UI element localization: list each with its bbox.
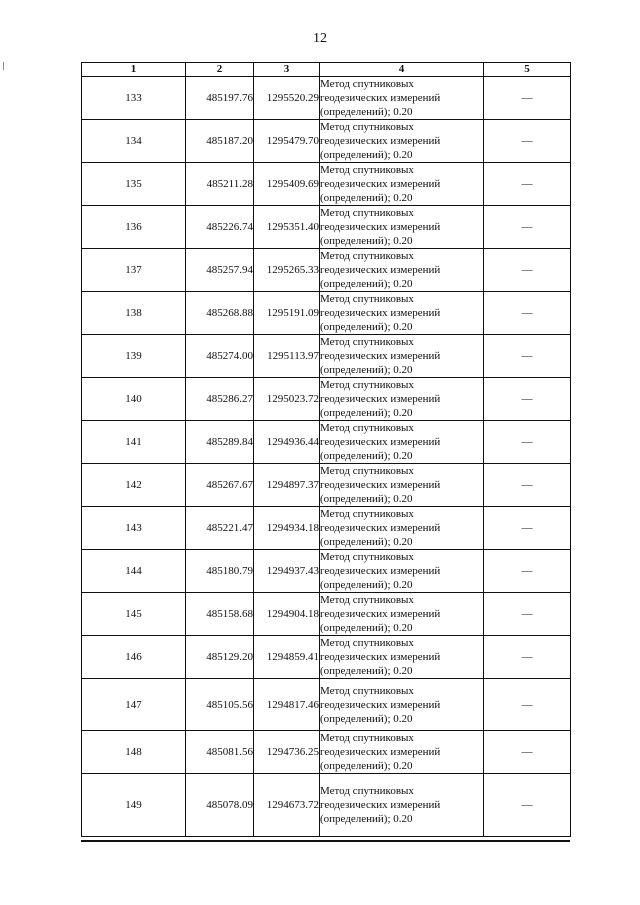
method-line: геодезических измерений — [320, 608, 441, 620]
x-coordinate-cell: 485211.28 — [186, 163, 254, 206]
method-line: геодезических измерений — [320, 746, 441, 758]
method-cell — [320, 206, 484, 249]
column-header-2: 2 — [186, 63, 254, 77]
point-number-cell: 144 — [82, 550, 186, 593]
x-coordinate-cell: 485267.67 — [186, 464, 254, 507]
point-number-cell: 147 — [82, 679, 186, 731]
method-line: Метод спутниковых — [320, 78, 414, 90]
method-cell — [320, 292, 484, 335]
y-coordinate-cell: 1295113.97 — [254, 335, 320, 378]
method-line: (определений); 0.20 — [320, 149, 413, 161]
description-cell: — — [484, 77, 571, 120]
method-line: (определений); 0.20 — [320, 106, 413, 118]
method-line: Метод спутниковых — [320, 785, 414, 797]
method-line: Метод спутниковых — [320, 508, 414, 520]
y-coordinate-cell: 1295191.09 — [254, 292, 320, 335]
method-line: Метод спутниковых — [320, 465, 414, 477]
method-line: геодезических измерений — [320, 221, 441, 233]
y-coordinate-cell: 1294859.41 — [254, 636, 320, 679]
method-line: Метод спутниковых — [320, 336, 414, 348]
table-row — [82, 163, 571, 206]
point-number-cell: 133 — [82, 77, 186, 120]
method-line: геодезических измерений — [320, 307, 441, 319]
x-coordinate-cell: 485197.76 — [186, 77, 254, 120]
point-number-cell: 138 — [82, 292, 186, 335]
y-coordinate-cell: 1295351.40 — [254, 206, 320, 249]
table-row — [82, 335, 571, 378]
method-line: Метод спутниковых — [320, 207, 414, 219]
table-row — [82, 77, 571, 120]
method-line: геодезических измерений — [320, 698, 441, 711]
table-row — [82, 249, 571, 292]
method-line: Метод спутниковых — [320, 250, 414, 262]
method-cell — [320, 593, 484, 636]
method-cell — [320, 464, 484, 507]
point-number-cell: 145 — [82, 593, 186, 636]
method-line: геодезических измерений — [320, 135, 441, 147]
x-coordinate-cell: 485158.68 — [186, 593, 254, 636]
method-line: геодезических измерений — [320, 651, 441, 663]
point-number-cell: 139 — [82, 335, 186, 378]
table-bottom-rule — [81, 840, 570, 842]
method-line: Метод спутниковых — [320, 164, 414, 176]
method-line: (определений); 0.20 — [320, 321, 413, 333]
method-line: геодезических измерений — [320, 264, 441, 276]
margin-mark — [3, 62, 4, 70]
method-line: Метод спутниковых — [320, 551, 414, 563]
description-cell: — — [484, 206, 571, 249]
method-line: геодезических измерений — [320, 178, 441, 190]
description-cell: — — [484, 636, 571, 679]
description-cell: — — [484, 593, 571, 636]
table-row — [82, 507, 571, 550]
point-number-cell: 140 — [82, 378, 186, 421]
description-cell: — — [484, 731, 571, 774]
table-row — [82, 378, 571, 421]
table-body — [82, 77, 571, 837]
method-cell — [320, 636, 484, 679]
x-coordinate-cell: 485286.27 — [186, 378, 254, 421]
x-coordinate-cell: 485081.56 — [186, 731, 254, 774]
table-row — [82, 636, 571, 679]
description-cell: — — [484, 378, 571, 421]
table-row — [82, 679, 571, 731]
method-line: (определений); 0.20 — [320, 813, 413, 825]
y-coordinate-cell: 1294817.46 — [254, 679, 320, 731]
method-line: Метод спутниковых — [320, 684, 414, 697]
method-cell — [320, 774, 484, 837]
table-row — [82, 206, 571, 249]
description-cell: — — [484, 464, 571, 507]
method-line: геодезических измерений — [320, 350, 441, 362]
method-line: Метод спутниковых — [320, 293, 414, 305]
method-line: (определений); 0.20 — [320, 192, 413, 204]
method-line: (определений); 0.20 — [320, 712, 413, 725]
table-row — [82, 731, 571, 774]
method-line: (определений); 0.20 — [320, 665, 413, 677]
method-cell — [320, 77, 484, 120]
description-cell: — — [484, 774, 571, 837]
x-coordinate-cell: 485180.79 — [186, 550, 254, 593]
y-coordinate-cell: 1295265.33 — [254, 249, 320, 292]
method-line: (определений); 0.20 — [320, 450, 413, 462]
table-row — [82, 464, 571, 507]
point-number-cell: 141 — [82, 421, 186, 464]
y-coordinate-cell: 1295520.29 — [254, 77, 320, 120]
table-row — [82, 120, 571, 163]
method-line: геодезических измерений — [320, 92, 441, 104]
point-number-cell: 149 — [82, 774, 186, 837]
method-cell — [320, 335, 484, 378]
x-coordinate-cell: 485226.74 — [186, 206, 254, 249]
method-line: (определений); 0.20 — [320, 407, 413, 419]
method-cell — [320, 507, 484, 550]
method-cell — [320, 421, 484, 464]
method-line: (определений); 0.20 — [320, 579, 413, 591]
method-line: (определений); 0.20 — [320, 760, 413, 772]
point-number-cell: 135 — [82, 163, 186, 206]
method-line: (определений); 0.20 — [320, 493, 413, 505]
description-cell: — — [484, 292, 571, 335]
description-cell: — — [484, 679, 571, 731]
method-line: геодезических измерений — [320, 436, 441, 448]
y-coordinate-cell: 1294897.37 — [254, 464, 320, 507]
x-coordinate-cell: 485129.20 — [186, 636, 254, 679]
method-line: геодезических измерений — [320, 565, 441, 577]
description-cell: — — [484, 335, 571, 378]
method-line: Метод спутниковых — [320, 121, 414, 133]
y-coordinate-cell: 1294904.18 — [254, 593, 320, 636]
description-cell: — — [484, 421, 571, 464]
table-row — [82, 292, 571, 335]
table-row — [82, 550, 571, 593]
method-line: Метод спутниковых — [320, 637, 414, 649]
method-line: (определений); 0.20 — [320, 235, 413, 247]
y-coordinate-cell: 1294934.18 — [254, 507, 320, 550]
y-coordinate-cell: 1294736.25 — [254, 731, 320, 774]
description-cell: — — [484, 249, 571, 292]
method-line: (определений); 0.20 — [320, 622, 413, 634]
method-line: (определений); 0.20 — [320, 364, 413, 376]
y-coordinate-cell: 1294673.72 — [254, 774, 320, 837]
point-number-cell: 142 — [82, 464, 186, 507]
table-row — [82, 421, 571, 464]
header-row — [82, 63, 571, 77]
method-line: (определений); 0.20 — [320, 278, 413, 290]
y-coordinate-cell: 1294937.43 — [254, 550, 320, 593]
x-coordinate-cell: 485268.88 — [186, 292, 254, 335]
method-line: Метод спутниковых — [320, 422, 414, 434]
method-cell — [320, 249, 484, 292]
y-coordinate-cell: 1294936.44 — [254, 421, 320, 464]
method-cell — [320, 120, 484, 163]
description-cell: — — [484, 550, 571, 593]
method-cell — [320, 731, 484, 774]
coordinates-table — [81, 62, 571, 837]
point-number-cell: 134 — [82, 120, 186, 163]
point-number-cell: 137 — [82, 249, 186, 292]
y-coordinate-cell: 1295409.69 — [254, 163, 320, 206]
point-number-cell: 136 — [82, 206, 186, 249]
y-coordinate-cell: 1295023.72 — [254, 378, 320, 421]
description-cell: — — [484, 120, 571, 163]
method-line: геодезических измерений — [320, 799, 441, 811]
method-cell — [320, 378, 484, 421]
method-line: Метод спутниковых — [320, 379, 414, 391]
description-cell: — — [484, 507, 571, 550]
x-coordinate-cell: 485289.84 — [186, 421, 254, 464]
x-coordinate-cell: 485257.94 — [186, 249, 254, 292]
method-line: геодезических измерений — [320, 479, 441, 491]
method-line: Метод спутниковых — [320, 732, 414, 744]
method-cell — [320, 163, 484, 206]
column-header-4: 4 — [320, 63, 484, 77]
column-header-1: 1 — [82, 63, 186, 77]
description-cell: — — [484, 163, 571, 206]
column-header-3: 3 — [254, 63, 320, 77]
column-header-5: 5 — [484, 63, 571, 77]
point-number-cell: 143 — [82, 507, 186, 550]
x-coordinate-cell: 485221.47 — [186, 507, 254, 550]
y-coordinate-cell: 1295479.70 — [254, 120, 320, 163]
x-coordinate-cell: 485078.09 — [186, 774, 254, 837]
method-line: (определений); 0.20 — [320, 536, 413, 548]
x-coordinate-cell: 485187.20 — [186, 120, 254, 163]
page-number: 12 — [313, 31, 327, 46]
x-coordinate-cell: 485105.56 — [186, 679, 254, 731]
method-line: геодезических измерений — [320, 393, 441, 405]
table-row — [82, 774, 571, 837]
method-cell — [320, 679, 484, 731]
table-row — [82, 593, 571, 636]
x-coordinate-cell: 485274.00 — [186, 335, 254, 378]
point-number-cell: 148 — [82, 731, 186, 774]
method-line: геодезических измерений — [320, 522, 441, 534]
method-line: Метод спутниковых — [320, 594, 414, 606]
method-cell — [320, 550, 484, 593]
point-number-cell: 146 — [82, 636, 186, 679]
